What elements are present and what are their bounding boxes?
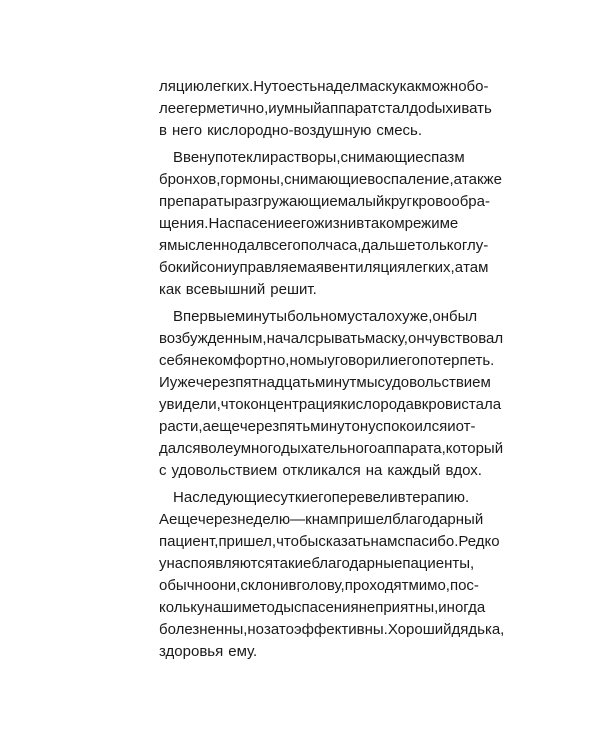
- text-line: пациент, пришел, чтобы сказать нам спасибо. Редко: [159, 533, 500, 550]
- paragraph-3: [159, 306, 504, 482]
- text-line: обычно они, склонив голову, проходят мимо, пос-: [159, 577, 479, 594]
- text-line: себя не комфортно, но мы уговорили его потерпеть.: [159, 352, 495, 369]
- text-line: возбужденным, начал срывать маску, он чувствовал: [159, 330, 504, 347]
- text-line: препараты разгружающие малый круг кровообра-: [159, 193, 490, 210]
- text-line: в него кислородно-воздушную смесь.: [159, 122, 423, 139]
- paragraph-4: [159, 487, 505, 663]
- text-line: с удовольствием откликался на каждый вдох.: [159, 462, 482, 479]
- text-line: я мысленно дал всего полчаса, дальше только глу-: [159, 237, 489, 254]
- text-line: В первые минуты больному стало хуже, он был: [173, 308, 478, 325]
- text-line: бокий сон и управляемая вентиляция легких, а там: [159, 259, 489, 276]
- text-line: у нас появляются такие благодарные пациенты,: [159, 555, 475, 572]
- text-line: В вену потекли растворы, снимающие спазм: [173, 149, 465, 166]
- text-line: А еще через неделю — к нам пришел благодарный: [159, 511, 484, 528]
- paragraph-1: [159, 76, 492, 142]
- text-line: И уже через пятнадцать минут мы с удовольствием: [159, 374, 491, 391]
- text-line: увидели, что концентрация кислорода в крови стала: [159, 396, 502, 413]
- text-line: щения. На спасение его жизни в таком режиме: [159, 215, 459, 232]
- text-line: здоровья ему.: [159, 643, 258, 660]
- text-line: расти, а еще через пять минут он успокоился и от-: [159, 418, 476, 435]
- paragraph-2: [159, 147, 502, 301]
- text-line: бронхов, гормоны, снимающие воспаление, а также: [159, 171, 502, 188]
- text-line: болезненны, но зато эффективны. Хороший дядька,: [159, 621, 505, 638]
- text-line: ляцию легких. Ну то есть надел маску как можно бо-: [159, 78, 489, 95]
- body-text: [159, 76, 505, 663]
- text-line: как всевышний решит.: [159, 281, 317, 298]
- text-line: На следующие сутки его перевели в терапию.: [173, 489, 470, 506]
- text-line: лее герметично, и умный аппарат стал дodыхивать: [159, 100, 492, 117]
- text-line: дался воле умного дыхательного аппарата, который: [159, 440, 504, 457]
- text-line: кольку наши методы спасения неприятны, иногда: [159, 599, 486, 616]
